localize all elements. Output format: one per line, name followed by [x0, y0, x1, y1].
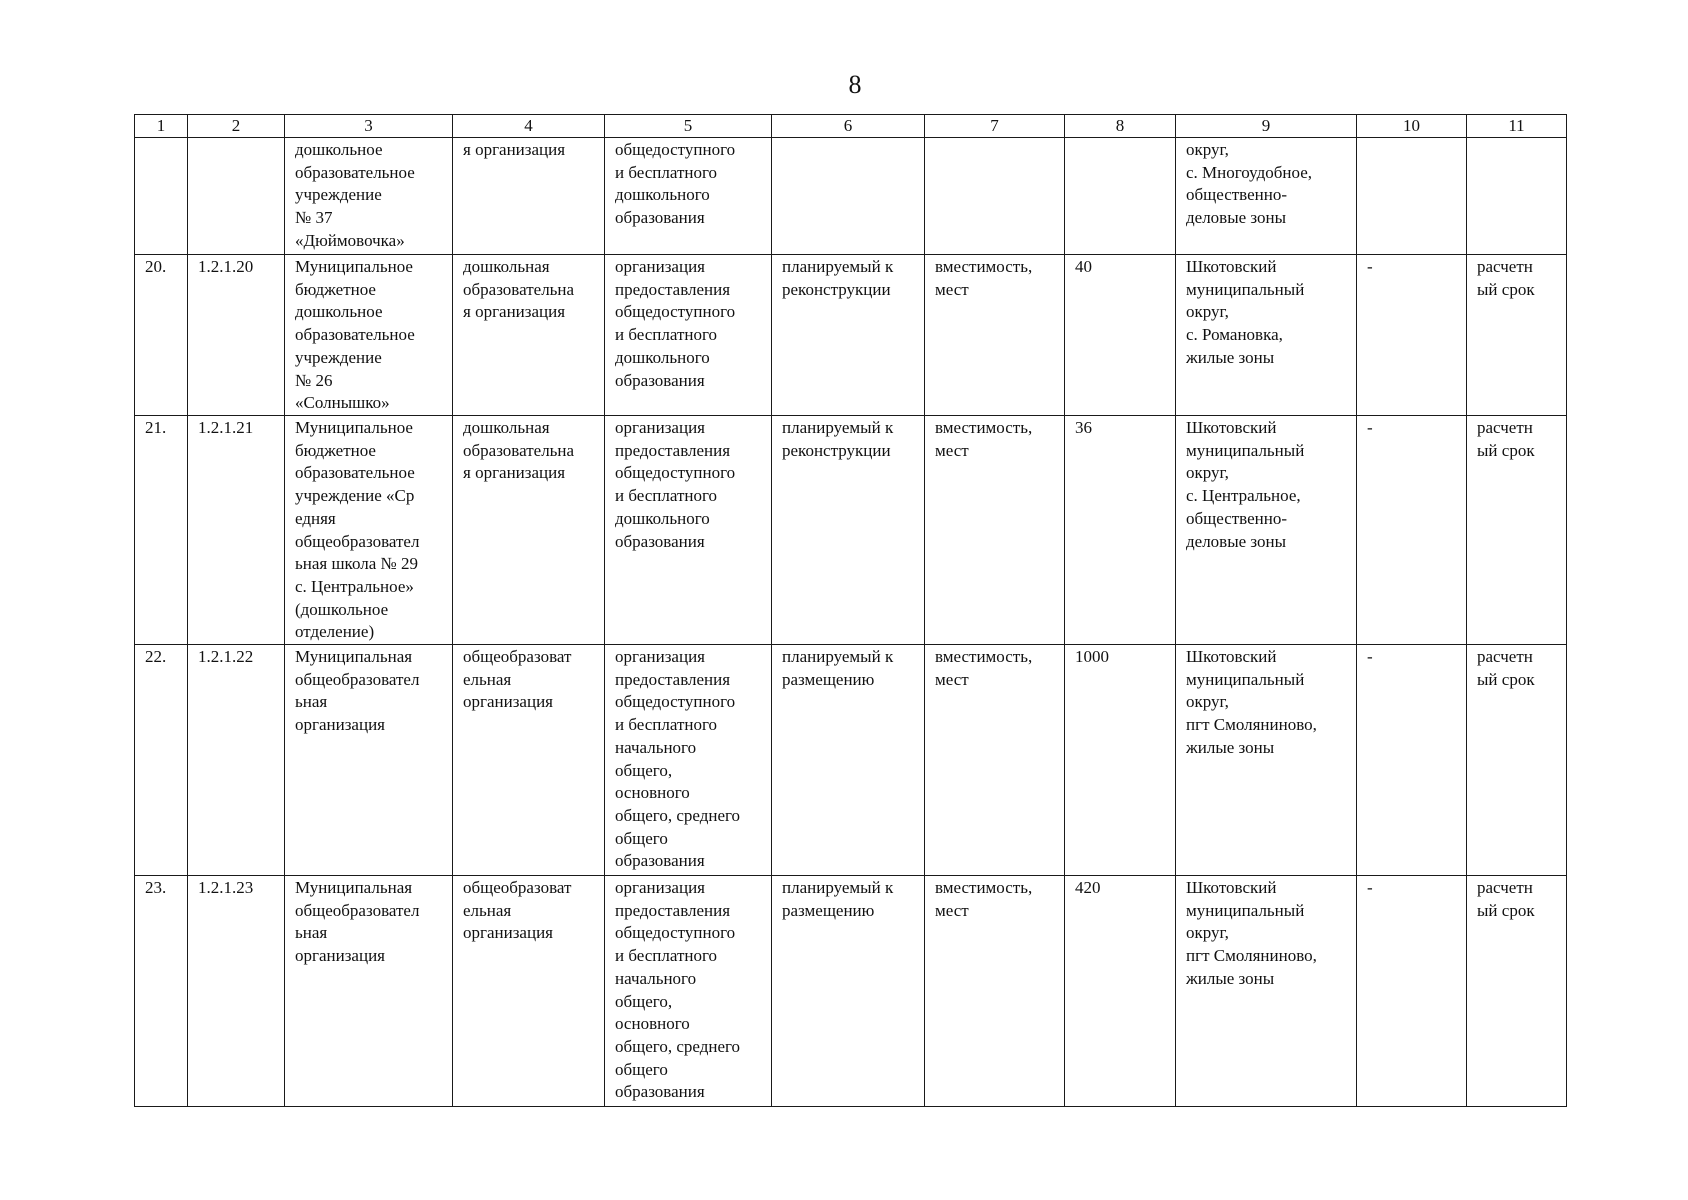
row-number-cell — [135, 138, 188, 255]
object-status-cell — [772, 138, 925, 255]
zone-cell: - — [1357, 876, 1467, 1107]
column-header: 9 — [1176, 115, 1357, 138]
header-row — [135, 115, 1567, 138]
row-number-cell: 20. — [135, 255, 188, 416]
object-code-cell: 1.2.1.22 — [188, 645, 285, 876]
table-row — [135, 416, 1567, 645]
object-name-cell: Муниципальная общеобразовател ьная организация — [285, 876, 453, 1107]
row-number-cell: 22. — [135, 645, 188, 876]
column-header: 3 — [285, 115, 453, 138]
object-type-cell: дошкольная образовательна я организация — [453, 416, 605, 645]
column-header: 4 — [453, 115, 605, 138]
column-header: 5 — [605, 115, 772, 138]
object-code-cell: 1.2.1.23 — [188, 876, 285, 1107]
zone-cell: - — [1357, 416, 1467, 645]
value-cell — [1065, 138, 1176, 255]
object-status-cell: планируемый к реконструкции — [772, 255, 925, 416]
table-row — [135, 255, 1567, 416]
column-header: 2 — [188, 115, 285, 138]
table-row — [135, 645, 1567, 876]
row-number-cell: 23. — [135, 876, 188, 1107]
object-type-cell: дошкольная образовательна я организация — [453, 255, 605, 416]
term-cell: расчетн ый срок — [1467, 876, 1567, 1107]
zone-cell — [1357, 138, 1467, 255]
object-purpose-cell: организация предоставления общедоступного и бесплатного дошкольного образования — [605, 255, 772, 416]
object-code-cell: 1.2.1.20 — [188, 255, 285, 416]
zone-cell: - — [1357, 255, 1467, 416]
object-name-cell: Муниципальное бюджетное дошкольное образовательное учреждение № 26 «Солнышко» — [285, 255, 453, 416]
value-cell: 1000 — [1065, 645, 1176, 876]
column-header: 1 — [135, 115, 188, 138]
characteristic-cell: вместимость, мест — [925, 255, 1065, 416]
value-cell: 36 — [1065, 416, 1176, 645]
term-cell: расчетн ый срок — [1467, 645, 1567, 876]
term-cell — [1467, 138, 1567, 255]
object-code-cell: 1.2.1.21 — [188, 416, 285, 645]
characteristic-cell: вместимость, мест — [925, 416, 1065, 645]
object-name-cell: Муниципальная общеобразовател ьная организация — [285, 645, 453, 876]
object-status-cell: планируемый к размещению — [772, 645, 925, 876]
object-name-cell: Муниципальное бюджетное образовательное учреждение «Ср едняя общеобразовател ьная школа № 29 с. Центральное» (дошкольное отделение) — [285, 416, 453, 645]
column-header: 6 — [772, 115, 925, 138]
object-purpose-cell: организация предоставления общедоступного и бесплатного начального общего, основного общего, среднего общего образования — [605, 645, 772, 876]
zone-cell: - — [1357, 645, 1467, 876]
location-cell: Шкотовский муниципальный округ, пгт Смоляниново, жилые зоны — [1176, 876, 1357, 1107]
location-cell: Шкотовский муниципальный округ, пгт Смоляниново, жилые зоны — [1176, 645, 1357, 876]
object-code-cell — [188, 138, 285, 255]
object-type-cell: общеобразоват ельная организация — [453, 876, 605, 1107]
column-header: 7 — [925, 115, 1065, 138]
term-cell: расчетн ый срок — [1467, 255, 1567, 416]
table-row — [135, 876, 1567, 1107]
table-row — [135, 138, 1567, 255]
object-status-cell: планируемый к реконструкции — [772, 416, 925, 645]
object-status-cell: планируемый к размещению — [772, 876, 925, 1107]
object-purpose-cell: организация предоставления общедоступного и бесплатного дошкольного образования — [605, 416, 772, 645]
location-cell: округ, с. Многоудобное, общественно- деловые зоны — [1176, 138, 1357, 255]
location-cell: Шкотовский муниципальный округ, с. Романовка, жилые зоны — [1176, 255, 1357, 416]
value-cell: 40 — [1065, 255, 1176, 416]
location-cell: Шкотовский муниципальный округ, с. Центральное, общественно- деловые зоны — [1176, 416, 1357, 645]
characteristic-cell: вместимость, мест — [925, 645, 1065, 876]
page-number: 8 — [848, 70, 862, 99]
characteristic-cell: вместимость, мест — [925, 876, 1065, 1107]
column-header: 8 — [1065, 115, 1176, 138]
object-purpose-cell: организация предоставления общедоступного и бесплатного начального общего, основного общего, среднего общего образования — [605, 876, 772, 1107]
value-cell: 420 — [1065, 876, 1176, 1107]
object-type-cell: общеобразоват ельная организация — [453, 645, 605, 876]
column-header: 11 — [1467, 115, 1567, 138]
characteristic-cell — [925, 138, 1065, 255]
term-cell: расчетн ый срок — [1467, 416, 1567, 645]
object-name-cell: дошкольное образовательное учреждение № 37 «Дюймовочка» — [285, 138, 453, 255]
object-purpose-cell: общедоступного и бесплатного дошкольного образования — [605, 138, 772, 255]
object-type-cell: я организация — [453, 138, 605, 255]
row-number-cell: 21. — [135, 416, 188, 645]
registry-table — [134, 114, 1567, 1107]
column-header: 10 — [1357, 115, 1467, 138]
